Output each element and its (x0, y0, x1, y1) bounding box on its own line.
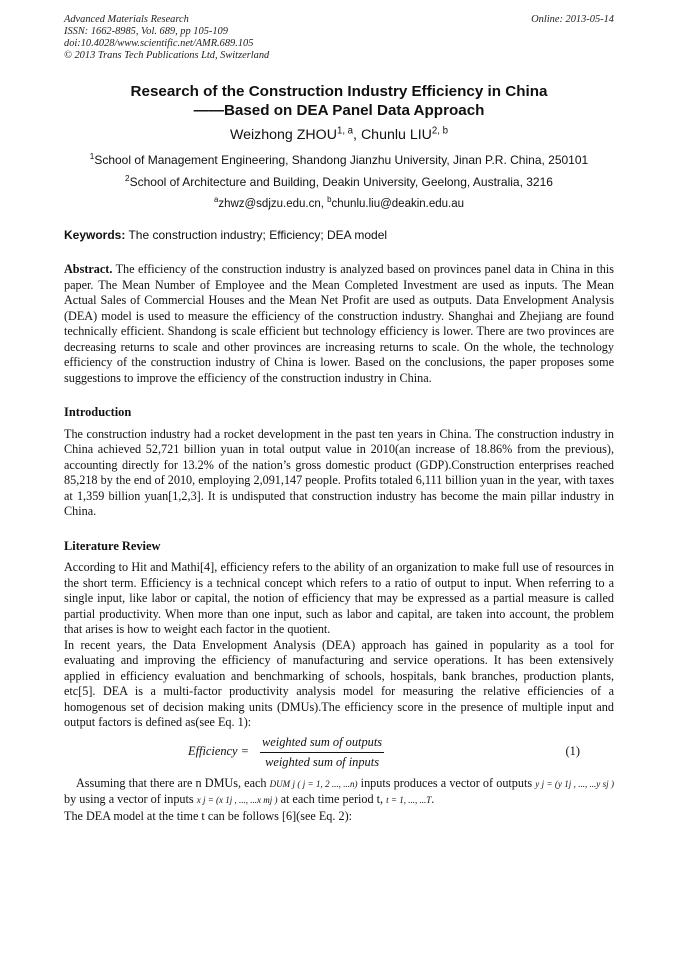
abstract (64, 262, 614, 386)
affiliation-1-marker: 1 (89, 152, 95, 161)
affiliation-1 (64, 152, 614, 169)
equation-1-number: (1) (565, 743, 580, 758)
keywords (64, 227, 614, 243)
abstract-label: Abstract. (64, 262, 113, 276)
input-vector-notation: x j = (x 1j , ..., ...x mj ) (196, 795, 278, 805)
keywords-label: Keywords: (64, 228, 126, 242)
time-period-notation: t = 1, ..., ...T (386, 795, 432, 805)
journal-name: Advanced Materials Research (64, 14, 189, 25)
author-1: Weizhong ZHOU (229, 127, 337, 143)
email-b-marker: b (327, 195, 332, 205)
email-b[interactable]: chunlu.liu@deakin.edu.au (331, 198, 465, 210)
equation-1-numerator: weighted sum of outputs (260, 734, 384, 753)
author-separator: , (353, 127, 361, 143)
online-date: Online: 2013-05-14 (531, 14, 614, 25)
literature-paragraph-1: According to Hit and Mathi[4], efficiency refers to the ability of an organization to make full use of resources in the short term. Efficiency is a technical concept which refers to a ratio of output to input. When referring to a single input, like labor or capital, the notion of efficiency that may be expressed as a partial measure is called partial productivity. When more than one input, such as labor and capital, are taken into account, the problem that arises is how to weight each factor in the quotient. (64, 560, 614, 636)
literature-paragraph-3 (64, 776, 614, 809)
doi-line: doi:10.4028/www.scientific.net/AMR.689.105 (64, 38, 254, 49)
equation-1-lhs: Efficiency = (188, 743, 249, 758)
author-line (64, 126, 614, 144)
dmu-sentence-inputs: by using a vector of inputs (64, 792, 197, 806)
abstract-text: The efficiency of the construction industry is analyzed based on provinces panel data in China in this paper. The Mean Number of Employee and the Mean Completed Investment are used as inputs. The Mean Actual Sales of Commercial Houses and the Mean Net Profit are used as outputs. Data Envelopment Analysis (DEA) model is used to measure the efficiency of the construction industry. Shanghai and Zhejiang are found technically efficient. Shandong is scale efficient but technology efficiency is lower. There are two provinces are decreasing returns to scale and other provinces are increasing returns to scale. On the whole, the technology efficiency of the construction industry of China is lower. Based on the conclusions, the paper proposes some suggestions to improve the efficiency of the construction industry in China. (64, 262, 614, 385)
dmu-sentence-start: Assuming that there are n DMUs, each (76, 775, 270, 790)
paper-title (64, 82, 614, 120)
title-block (64, 82, 614, 212)
equation-1-fraction (260, 734, 384, 771)
affiliation-2-marker: 2 (125, 174, 130, 183)
equation-1-denominator: weighted sum of inputs (265, 754, 380, 769)
introduction-heading: Introduction (64, 405, 132, 419)
author-emails (64, 196, 614, 212)
email-a[interactable]: zhwz@sdjzu.edu.cn, (218, 198, 328, 210)
introduction-paragraph: The construction industry had a rocket development in the past ten years in China. The construction industry in China achieved 52,721 billion yuan in total output value in 2010(an increase of 18.86% from the previous), accounting directly for 13.2% of the nation’s gross domestic product (GDP).Construction enterprises reached 85,218 by the end of 2010, employing 2,091,147 people. Profits totaled 6,111 billion yuan in the year, with taxes at 1,359 billion yuan[1,2,3]. It is undisputed that construction industry has become the main pillar industry in China. (64, 426, 614, 518)
author-2-marker: 2, b (431, 125, 449, 137)
dmu-notation: DUM j ( j = 1, 2 ..., ...n) (269, 778, 358, 789)
affiliation-2 (64, 174, 614, 191)
issn-line: ISSN: 1662-8985, Vol. 689, pp 105-109 (64, 26, 228, 37)
literature-review-heading: Literature Review (64, 538, 161, 553)
email-a-marker: a (213, 195, 219, 205)
literature-paragraph-2: In recent years, the Data Envelopment Analysis (DEA) approach has gained in popularity as a tool for evaluating and improving the efficiency of manufacturing and service operations. It has been extensively applied in efficiency evaluation and benchmarking of schools, hospitals, bank branches, production plants, etc[5]. DEA is a multi-factor productivity analysis model for measuring the relative efficiencies of a homogenous set of decision making units (DMUs).The efficiency score in the presence of multiple input and output factors is defined as(see Eq. 1): (64, 637, 614, 729)
affiliation-2-text: School of Architecture and Building, Deakin University, Geelong, Australia, 3216 (129, 175, 553, 189)
output-vector-notation: y j = (y 1j , ..., ...y sj ) (535, 778, 615, 789)
dmu-sentence-time: at each time period t, (277, 792, 387, 806)
journal-header (64, 14, 614, 62)
keywords-text: The construction industry; Efficiency; DEA model (125, 228, 388, 242)
title-line-1: Research of the Construction Industry Efficiency in China (130, 83, 548, 100)
dmu-sentence-middle: inputs produces a vector of outputs (357, 775, 536, 790)
affiliation-1-text: School of Management Engineering, Shandong Jianzhu University, Jinan P.R. China, 250101 (94, 153, 589, 167)
title-line-2: ——Based on DEA Panel Data Approach (193, 102, 485, 119)
author-1-marker: 1, a (336, 125, 354, 137)
copyright-line: © 2013 Trans Tech Publications Ltd, Switzerland (64, 50, 270, 61)
dmu-sentence-end: . (431, 792, 435, 806)
equation-1 (64, 734, 614, 772)
author-2: Chunlu LIU (360, 127, 432, 143)
literature-paragraph-4: The DEA model at the time t can be follows [6](see Eq. 2): (64, 808, 353, 823)
paper-body (64, 262, 614, 824)
